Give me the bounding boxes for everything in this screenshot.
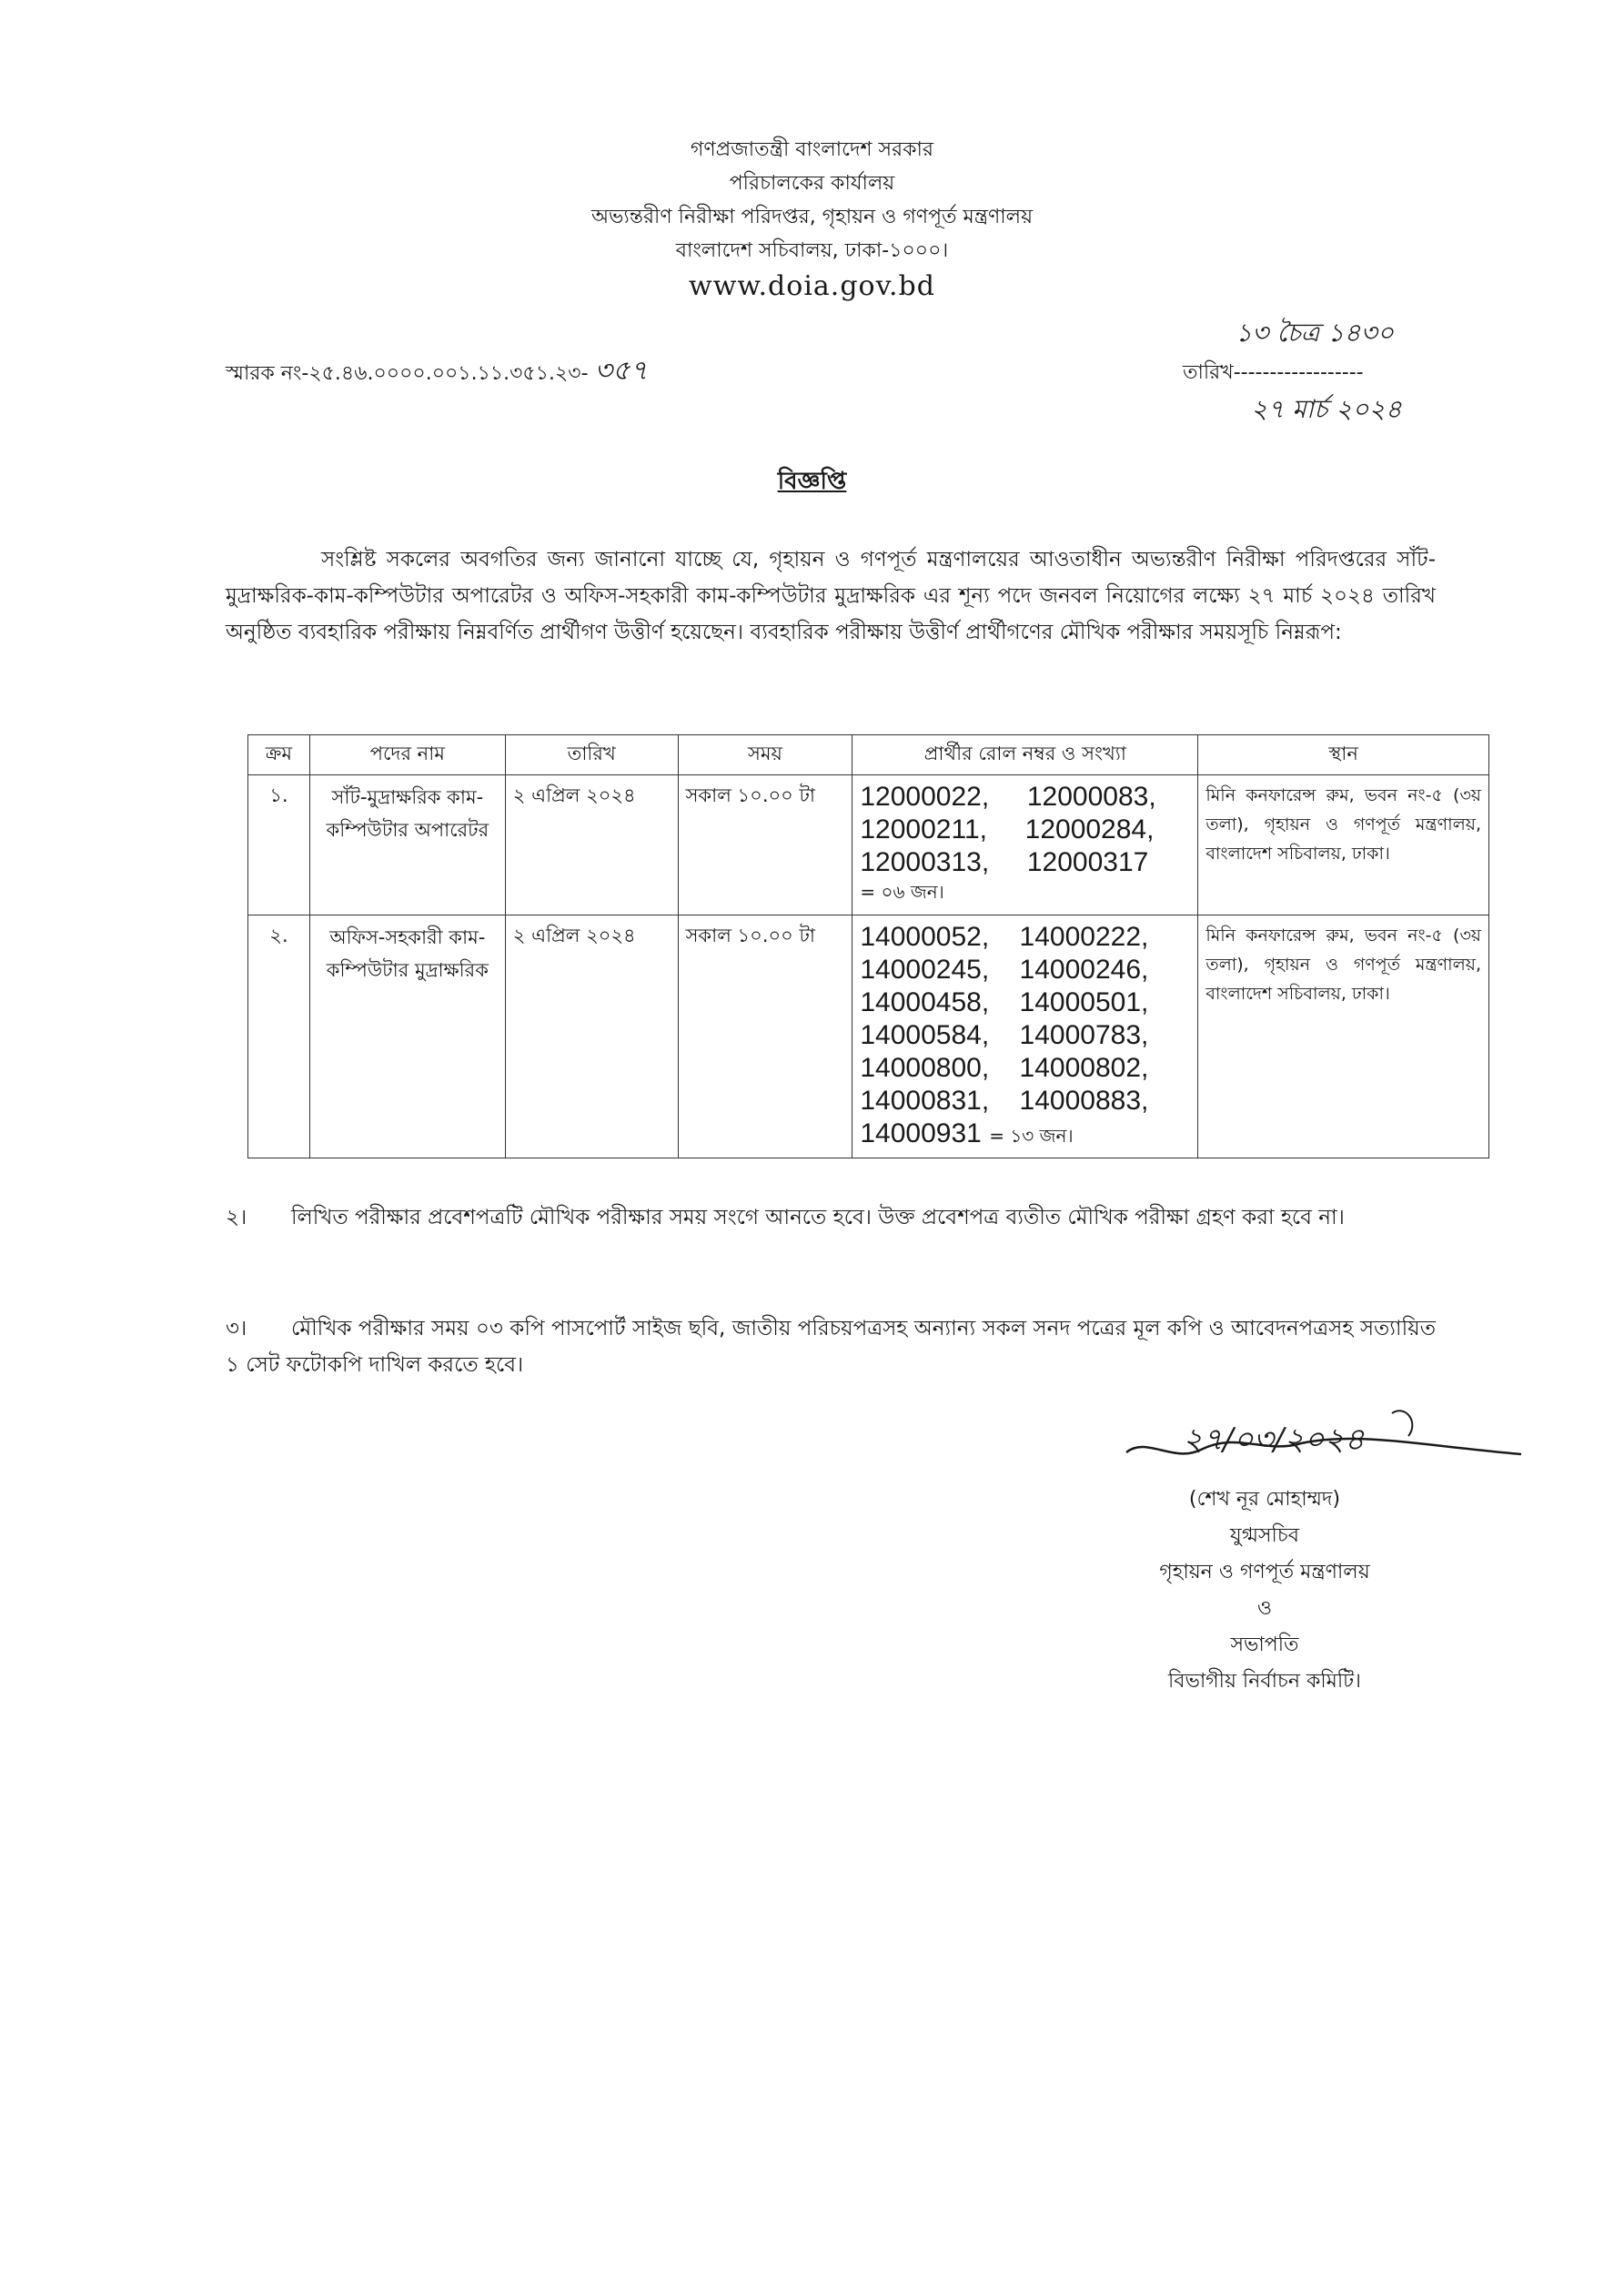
- col-serial: ক্রম: [248, 735, 310, 775]
- signatory-role: সভাপতি: [1230, 1633, 1299, 1656]
- roll-line: 14000931: [860, 1118, 982, 1148]
- header-office: পরিচালকের কার্যালয়: [729, 172, 895, 195]
- signatory-ministry: গৃহায়ন ও গণপূর্ত মন্ত্রণালয়: [1159, 1561, 1370, 1583]
- roll-line: 14000584, 14000783,: [860, 1020, 1149, 1050]
- point-3: [226, 1310, 1436, 1383]
- memo-ref-handwritten: ৩৫৭: [594, 355, 649, 387]
- roll-count: = ১৩ জন।: [989, 1125, 1074, 1147]
- cell-serial: ২.: [248, 915, 310, 1158]
- cell-rolls: [852, 775, 1198, 915]
- letterhead: [0, 133, 1624, 303]
- table-row: [248, 915, 1489, 1158]
- cell-date: ২ এপ্রিল ২০২৪: [505, 915, 678, 1158]
- point-2: [226, 1199, 1436, 1236]
- col-venue: স্থান: [1198, 735, 1489, 775]
- table-header-row: [248, 735, 1489, 775]
- point-3-number: ৩।: [226, 1317, 247, 1340]
- signatory-block: [1074, 1482, 1456, 1700]
- point-3-text: মৌখিক পরীক্ষার সময় ০৩ কপি পাসপোর্ট সাইজ ছবি, জাতীয় পরিচয়পত্রসহ অন্যান্য সকল সনদ পত্রের মূল কপি ও আবেদনপত্রসহ সত্যায়িত ১ সেট ফটোকপি দাখিল করতে হবে।: [226, 1317, 1436, 1377]
- roll-count: = ০৬ জন।: [860, 881, 944, 903]
- date-label: তারিখ------------------: [1183, 361, 1364, 384]
- signatory-conjunction: ও: [1256, 1597, 1273, 1620]
- roll-line: 14000245, 14000246,: [860, 955, 1149, 985]
- table-row: [248, 775, 1489, 915]
- date-bangla: ১৩ চৈত্র ১৪৩০: [1236, 318, 1394, 348]
- header-website: www.doia.gov.bd: [689, 270, 935, 302]
- header-address: বাংলাদেশ সচিবালয়, ঢাকা-১০০০।: [675, 239, 949, 262]
- roll-line: 14000458, 14000501,: [860, 987, 1149, 1017]
- signatory-designation: যুগ্মসচিব: [1230, 1524, 1299, 1547]
- roll-line: 14000052, 14000222,: [860, 922, 1149, 952]
- point-2-text: লিখিত পরীক্ষার প্রবেশপত্রটি মৌখিক পরীক্ষার সময় সংগে আনতে হবে। উক্ত প্রবেশপত্র ব্যতীত মৌখিক পরীক্ষা গ্রহণ করা হবে না।: [291, 1206, 1345, 1229]
- intro-paragraph: সংশ্লিষ্ট সকলের অবগতির জন্য জানানো যাচ্ছে যে, গৃহায়ন ও গণপূর্ত মন্ত্রণালয়ের আওতাধীন অভ্যন্তরীণ নিরীক্ষা পরিদপ্তরের সাঁট-মুদ্রাক্ষরিক-কাম-কম্পিউটার অপারেটর ও অফিস-সহকারী কাম-কম্পিউটার মুদ্রাক্ষরিক এর শূন্য পদে জনবল নিয়োগের লক্ষ্যে ২৭ মার্চ ২০২৪ তারিখ অনুষ্ঠিত ব্যবহারিক পরীক্ষায় নিম্নবর্ণিত প্রার্থীগণ উত্তীর্ণ হয়েছেন। ব্যবহারিক পরীক্ষায় উত্তীর্ণ প্রার্থীগণের মৌখিক পরীক্ষার সময়সূচি নিম্নরূপ:: [226, 548, 1436, 644]
- col-rolls: প্রার্থীর রোল নম্বর ও সংখ্যা: [852, 735, 1198, 775]
- signatory-name: (শেখ নূর মোহাম্মদ): [1188, 1488, 1341, 1511]
- cell-venue: মিনি কনফারেন্স রুম, ভবন নং-৫ (৩য় তলা), গৃহায়ন ও গণপূর্ত মন্ত্রণালয়, বাংলাদেশ সচিবালয়, ঢাকা।: [1198, 775, 1489, 915]
- col-post: পদের নাম: [309, 735, 505, 775]
- header-govt: গণপ্রজাতন্ত্রী বাংলাদেশ সরকার: [690, 138, 934, 161]
- cell-post: অফিস-সহকারী কাম-কম্পিউটার মুদ্রাক্ষরিক: [309, 915, 505, 1158]
- roll-line: 12000313, 12000317: [860, 847, 1149, 877]
- cell-post: সাঁট-মুদ্রাক্ষরিক কাম-কম্পিউটার অপারেটর: [309, 775, 505, 915]
- memo-ref-number: স্মারক নং-২৫.৪৬.০০০০.০০১.১১.৩৫১.২৩-: [226, 362, 589, 385]
- schedule-table: [247, 734, 1489, 1158]
- col-date: তারিখ: [505, 735, 678, 775]
- cell-time: সকাল ১০.০০ টা: [678, 915, 852, 1158]
- point-2-number: ২।: [226, 1206, 247, 1229]
- col-time: সময়: [678, 735, 852, 775]
- cell-time: সকাল ১০.০০ টা: [678, 775, 852, 915]
- cell-serial: ১.: [248, 775, 310, 915]
- roll-line: 12000211, 12000284,: [860, 814, 1155, 845]
- notice-title: বিজ্ঞপ্তি: [777, 468, 847, 495]
- roll-line: 12000022, 12000083,: [860, 782, 1156, 812]
- cell-rolls: [852, 915, 1198, 1158]
- cell-date: ২ এপ্রিল ২০২৪: [505, 775, 678, 915]
- cell-venue: মিনি কনফারেন্স রুম, ভবন নং-৫ (৩য় তলা), গৃহায়ন ও গণপূর্ত মন্ত্রণালয়, বাংলাদেশ সচিবালয়, ঢাকা।: [1198, 915, 1489, 1158]
- roll-line: 14000831, 14000883,: [860, 1086, 1149, 1116]
- memo-reference: [226, 349, 648, 395]
- roll-line: 14000800, 14000802,: [860, 1053, 1149, 1083]
- signature: [1119, 1400, 1528, 1482]
- signature-date: ২৭/০৩/২০২৪: [1183, 1421, 1365, 1458]
- date-english: ২৭ মার্চ ২০২৪: [1251, 394, 1402, 424]
- header-department: অভ্যন্তরীণ নিরীক্ষা পরিদপ্তর, গৃহায়ন ও গণপূর্ত মন্ত্রণালয়: [590, 206, 1034, 228]
- signatory-committee: বিভাগীয় নির্বাচন কমিটি।: [1167, 1670, 1362, 1693]
